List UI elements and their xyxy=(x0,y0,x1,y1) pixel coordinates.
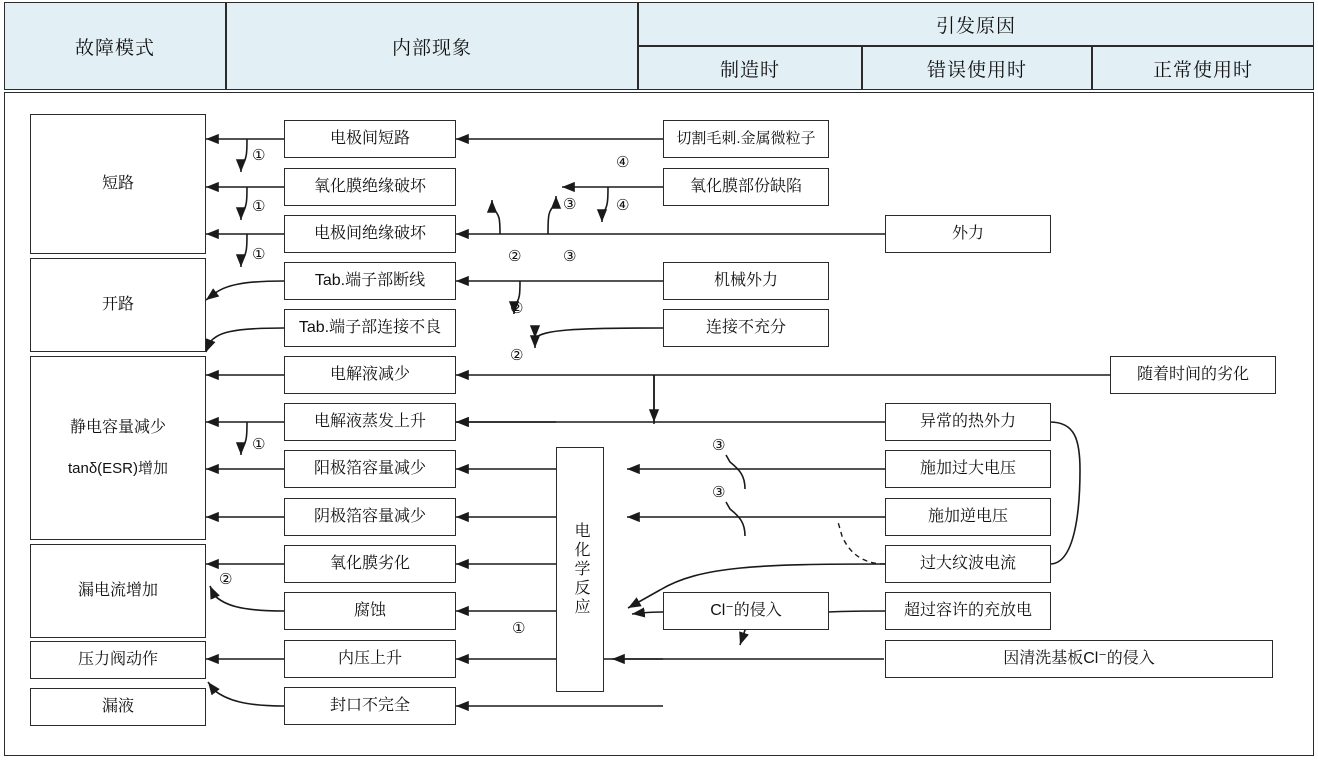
annotation-circled-number: ① xyxy=(252,198,266,215)
annotation-circled-number: ③ xyxy=(563,248,577,265)
internal-phenomenon-box: 电极间绝缘破坏 xyxy=(284,215,456,253)
internal-phenomenon-box: 氧化膜绝缘破坏 xyxy=(284,168,456,206)
header-cause-misuse: 错误使用时 xyxy=(862,46,1092,90)
internal-phenomenon-box: 氧化膜劣化 xyxy=(284,545,456,583)
cause-normal-box: 随着时间的劣化 xyxy=(1110,356,1276,394)
failure-mode-box: 开路 xyxy=(30,258,206,352)
internal-phenomenon-box: Tab.端子部断线 xyxy=(284,262,456,300)
cause-manufacture-box: 机械外力 xyxy=(663,262,829,300)
cause-manufacture-box: Cl⁻的侵入 xyxy=(663,592,829,630)
annotation-circled-number: ① xyxy=(512,620,526,637)
internal-phenomenon-box: 腐蚀 xyxy=(284,592,456,630)
cause-misuse-box: 因清洗基板Cl⁻的侵入 xyxy=(885,640,1273,678)
failure-mode-box xyxy=(30,356,206,540)
annotation-circled-number: ④ xyxy=(616,197,630,214)
annotation-circled-number: ① xyxy=(252,436,266,453)
cause-misuse-box: 异常的热外力 xyxy=(885,403,1051,441)
cause-manufacture-box: 连接不充分 xyxy=(663,309,829,347)
failure-mode-box: 漏电流增加 xyxy=(30,544,206,638)
annotation-circled-number: ② xyxy=(508,248,522,265)
internal-phenomenon-box: 电解液减少 xyxy=(284,356,456,394)
internal-phenomenon-box: 内压上升 xyxy=(284,640,456,678)
table-header xyxy=(4,2,1314,90)
cause-manufacture-box: 切割毛刺.金属微粒子 xyxy=(663,120,829,158)
annotation-circled-number: ③ xyxy=(712,484,726,501)
internal-phenomenon-box: 电极间短路 xyxy=(284,120,456,158)
annotation-circled-number: ② xyxy=(510,300,524,317)
annotation-circled-number: ④ xyxy=(616,154,630,171)
internal-phenomenon-box: 阳极箔容量减少 xyxy=(284,450,456,488)
cause-manufacture-box: 氧化膜部份缺陷 xyxy=(663,168,829,206)
cause-misuse-box: 施加逆电压 xyxy=(885,498,1051,536)
annotation-circled-number: ② xyxy=(510,347,524,364)
header-cause: 引发原因 xyxy=(638,2,1314,46)
annotation-circled-number: ① xyxy=(252,246,266,263)
header-cause-manufacture: 制造时 xyxy=(638,46,862,90)
internal-phenomenon-box: Tab.端子部连接不良 xyxy=(284,309,456,347)
annotation-circled-number: ③ xyxy=(712,437,726,454)
failure-mode-label-secondary: tanδ(ESR)增加 xyxy=(67,459,169,477)
cause-misuse-box: 超过容许的充放电 xyxy=(885,592,1051,630)
annotation-circled-number: ① xyxy=(252,147,266,164)
header-failure-mode: 故障模式 xyxy=(4,2,226,90)
internal-phenomenon-box: 阴极箔容量减少 xyxy=(284,498,456,536)
failure-mode-label: 静电容量减少 xyxy=(69,418,166,436)
failure-mode-box: 漏液 xyxy=(30,688,206,726)
cause-normal-box: 外力 xyxy=(885,215,1051,253)
annotation-circled-number: ③ xyxy=(563,196,577,213)
internal-phenomenon-box: 封口不完全 xyxy=(284,687,456,725)
reaction-label: 电化学反应 xyxy=(572,522,589,617)
failure-mode-box: 短路 xyxy=(30,114,206,254)
header-cause-normal: 正常使用时 xyxy=(1092,46,1314,90)
annotation-circled-number: ② xyxy=(219,571,233,588)
electrochemical-reaction-box xyxy=(556,447,604,692)
failure-mode-box: 压力阀动作 xyxy=(30,641,206,679)
internal-phenomenon-box: 电解液蒸发上升 xyxy=(284,403,456,441)
cause-misuse-box: 施加过大电压 xyxy=(885,450,1051,488)
header-internal-phenomenon: 内部现象 xyxy=(226,2,638,90)
cause-misuse-box: 过大纹波电流 xyxy=(885,545,1051,583)
